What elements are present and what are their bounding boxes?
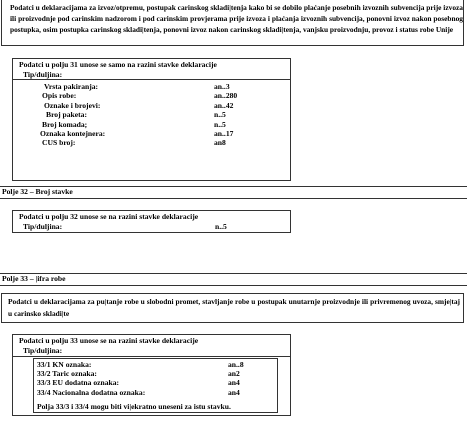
box31-row-label: Broj komada; [42,119,88,129]
box31-row-label: Opis robe: [42,91,77,101]
box31-subtitle: Tip/duljina: [23,70,63,79]
box33-row-value: an4 [228,378,240,388]
box31-row-value: n..5 [214,119,226,129]
box33-row-label: 33/1 KN oznaka: [37,360,92,369]
box31-row [40,110,280,119]
box33-row-label: 33/3 EU dodatna oznaka: [37,378,120,388]
box33-row-value: an4 [228,387,240,397]
box31-row-label: Broj paketa: [46,110,87,120]
box31-row [40,91,280,100]
box33-row-label: 33/2 Taric oznaka: [37,369,97,379]
box33-title: Podatci u polju 33 unose se na razini stavke deklaracije [19,336,199,345]
box33-row-value: an2 [228,369,240,379]
section33-paragraph: Podatci u deklaracijama za pu|tanje robe u slobodni promet, stavljanje robe u postupak unutarnje proizvodnje ili privremenog uvoza, smje|taj u carinsko skladi|te [8,297,460,318]
section33-title: Polje 33 – |ifra robe [2,274,66,283]
box33-rule [12,356,291,357]
section32-underline [0,198,467,199]
box33-note: Polja 33/3 i 33/4 mogu biti vi|ekratno uneseni za istu stavku. [37,402,231,411]
box31-row-value: an..3 [214,82,230,91]
box31-row-label: Vrsta pakiranja: [44,82,99,91]
box33-subtitle: Tip/duljina: [23,346,63,355]
box31-row [40,138,280,147]
intro-paragraph [2,2,463,36]
box31-row [40,82,280,91]
box31-row-value: an..42 [214,100,234,110]
box33-rows [37,360,277,404]
section32-title: Polje 32 – Broj stavke [2,187,73,196]
box33-row [37,388,277,397]
box31-row-value: an..280 [214,91,238,101]
box33-row [37,378,277,387]
box31-row-label: CUS broj: [42,138,76,148]
box32-label: Tip/duljina: [23,222,63,231]
box31-row-label: Oznake i brojevi: [44,100,101,110]
box31-row-value: an8 [214,138,226,148]
box31-row-value: an..17 [214,129,234,138]
box33-row [37,360,277,369]
box31-title: Podatci u polju 31 unose se samo na razini stavke deklaracije [19,60,217,69]
section33-underline [0,285,467,286]
box31-rows [40,82,280,180]
box31-row-value: n..5 [214,110,226,120]
box31-rule [12,79,291,80]
box33-row [37,369,277,378]
intro-text: Podatci u deklaracijama za izvoz/otpremu, postupak carinskog skladi|tenja kako bi se dobilo plaćanje posebnih izvoznih subvencija prije izvoza ili proizvodnje pod carinskim nadzorom i pod carinskim provjerama prije izvoza i plaćanja izvoznih subvencija, ponovni izvoz nakon posebnog postupka, osim postupka carinskog skladi|tenja, ponovni izvoz nakon carinskog skladi|tenja, vanjsku proizvodnju, provoz i status robe Unije [10,3,463,35]
box32-title: Podatci u polju 32 unose se na razini stavke deklaracije [19,212,199,221]
box33-row-value: an..8 [228,360,244,369]
box33-row-label: 33/4 Nacionalna dodatna oznaka: [37,387,146,397]
box31-row [40,101,280,110]
section33-rule [0,273,467,274]
box31-row-label: Oznaka kontejnera: [40,129,106,138]
box31-row [40,129,280,138]
box31-row [40,120,280,129]
box32-value: n..5 [215,222,227,231]
